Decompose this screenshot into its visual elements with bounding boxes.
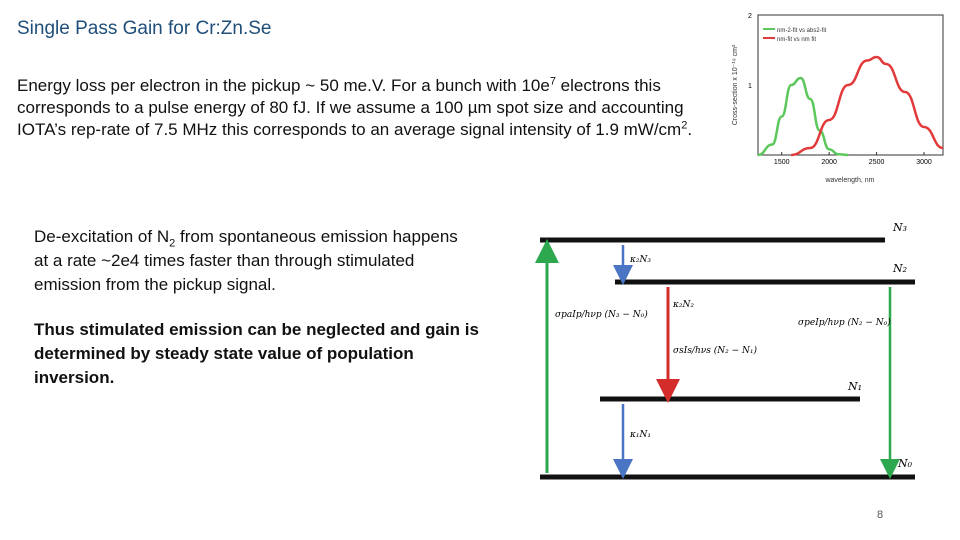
decay-n3-label: κ₂N₃ xyxy=(630,255,651,265)
slide-title: Single Pass Gain for Cr:Zn.Se xyxy=(17,18,272,39)
chart-legend xyxy=(763,28,827,43)
cross-section-chart xyxy=(725,5,955,185)
paragraph-conclusion: Thus stimulated emission can be neglected and gain is determined by steady state value of population inversion. xyxy=(34,320,479,387)
level-label-n2: N₂ xyxy=(893,262,908,275)
x-tick-label: 1500 xyxy=(773,159,790,166)
x-tick-label: 2000 xyxy=(821,159,837,166)
legend-entry-red: nm-fit vs nm fit xyxy=(777,37,817,43)
decay-n2-label: κ₂N₂ xyxy=(673,300,694,310)
stim-signal-term: σsIs/hνs (N₂ − N₁) xyxy=(673,346,757,356)
level-label-n0: N₀ xyxy=(898,457,913,470)
x-tick-label: 3000 xyxy=(916,159,932,166)
pump-term: σpaIp/hνp (N₃ − N₀) xyxy=(555,310,648,320)
decay-n1-label: κ₁N₁ xyxy=(630,430,651,440)
paragraph-energy-loss: Energy loss per electron in the pickup ~ 50 me.V. For a bunch with $10e^7$ electrons this corresponds to a pulse energy of 80 fJ. If we assume a 100 µm spot size and accounting IOTA’s rep-rate of 7.5 MHz this corresponds to an average signal intensity of 1.9 $mW/cm^2$. xyxy=(17,75,693,139)
y-tick-label: 1 xyxy=(748,83,752,90)
page-number: 8 xyxy=(877,509,884,521)
level-label-n1: N₁ xyxy=(848,380,863,393)
level-label-n3: N₃ xyxy=(893,221,908,234)
legend-entry-green: nm-2-fit vs abs2-fit xyxy=(777,28,827,34)
chart-xlabel: wavelength, nm xyxy=(825,177,875,184)
paragraph-deexcitation: De-excitation of $N_2$ from spontaneous emission happens at a rate ~2e4 times faster than through stimulated emission from the pickup signal. xyxy=(34,227,458,294)
chart-ylabel: Cross-section x 10⁻¹⁹ cm² xyxy=(732,44,739,126)
energy-level-diagram xyxy=(530,215,950,505)
stim-pump-term: σpeIp/hνp (N₂ − N₀) xyxy=(798,318,891,328)
x-tick-label: 2500 xyxy=(868,159,885,166)
y-tick-label: 2 xyxy=(748,13,752,20)
